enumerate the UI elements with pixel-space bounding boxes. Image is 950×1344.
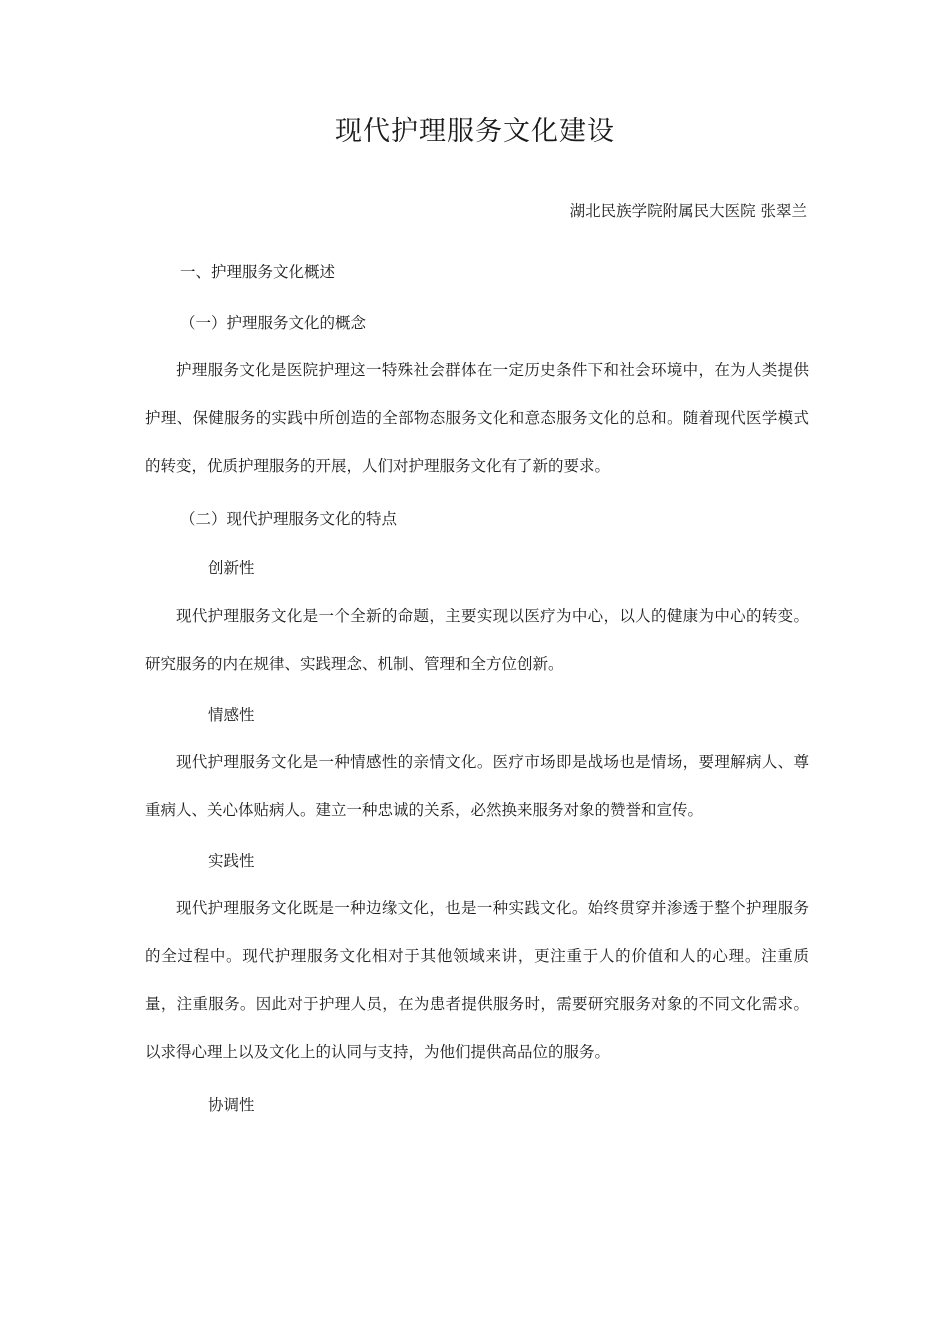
feature-heading: 协调性 [208, 1096, 255, 1114]
feature-heading: 情感性 [208, 706, 255, 724]
paragraph: 现代护理服务文化是一个全新的命题，主要实现以医疗为中心，以人的健康为中心的转变。研究服务的内在规律、实践理念、机制、管理和全方位创新。 [145, 607, 809, 673]
paragraph: 护理服务文化是医院护理这一特殊社会群体在一定历史条件下和社会环境中，在为人类提供护理、保健服务的实践中所创造的全部物态服务文化和意态服务文化的总和。随着现代医学模式的转变，优质护理服务的开展，人们对护理服务文化有了新的要求。 [145, 361, 809, 475]
section-heading: 一、护理服务文化概述 [180, 263, 336, 281]
author-line: 湖北民族学院附属民大医院 张翠兰 [569, 202, 807, 220]
subsection-heading: （二）现代护理服务文化的特点 [180, 510, 398, 528]
paragraph: 现代护理服务文化是一种情感性的亲情文化。医疗市场即是战场也是情场，要理解病人、尊重病人、关心体贴病人。建立一种忠诚的关系，必然换来服务对象的赞誉和宣传。 [145, 753, 809, 819]
feature-heading: 实践性 [208, 852, 255, 870]
document-title: 现代护理服务文化建设 [335, 116, 615, 147]
paragraph: 现代护理服务文化既是一种边缘文化，也是一种实践文化。始终贯穿并渗透于整个护理服务的全过程中。现代护理服务文化相对于其他领域来讲，更注重于人的价值和人的心理。注重质量，注重服务。因此对于护理人员，在为患者提供服务时，需要研究服务对象的不同文化需求。以求得心理上以及文化上的认同与支持，为他们提供高品位的服务。 [145, 899, 809, 1061]
subsection-heading: （一）护理服务文化的概念 [180, 314, 367, 332]
feature-heading: 创新性 [208, 559, 255, 577]
